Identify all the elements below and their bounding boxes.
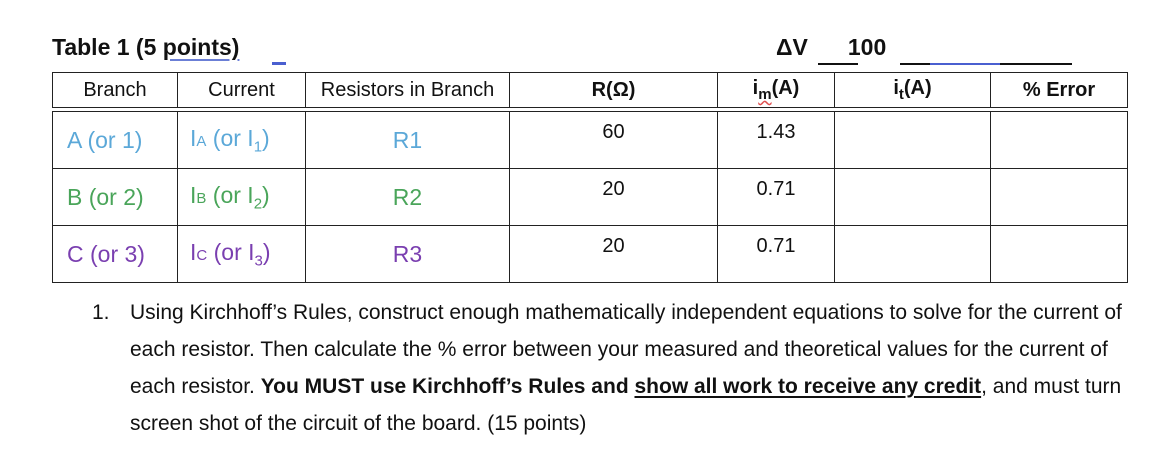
header-row [53, 73, 1128, 108]
header-branch: Branch [53, 73, 178, 108]
resistance-cell: 60 [510, 112, 718, 169]
measured-current-cell: 0.71 [718, 226, 835, 283]
theoretical-current-cell[interactable] [835, 112, 991, 169]
delta-v-blank-end [1000, 63, 1072, 65]
delta-v-label: ΔV [776, 34, 808, 60]
delta-v-blank-blue [930, 63, 1000, 65]
current-cell: IA (or $I_1$) [178, 112, 306, 169]
instruction-number: 1. [92, 301, 110, 324]
current-cell: IB (or $I_2$) [178, 169, 306, 226]
percent-error-cell[interactable] [991, 226, 1128, 283]
table-row [53, 226, 1128, 283]
table-title-points: points) [162, 34, 240, 60]
resistor-cell: R2 [306, 169, 510, 226]
header-measured-current: $i_m(A)$ [718, 73, 835, 108]
results-table [52, 72, 1128, 283]
branch-cell: C (or 3) [53, 226, 178, 283]
theoretical-current-cell[interactable] [835, 169, 991, 226]
resistance-cell: 20 [510, 169, 718, 226]
percent-error-cell[interactable] [991, 169, 1128, 226]
title-underline-mark [272, 62, 286, 65]
table-row [53, 112, 1128, 169]
table-title [52, 34, 239, 61]
header-resistance: R(Ω) [510, 73, 718, 108]
theoretical-current-cell[interactable] [835, 226, 991, 283]
header-current: Current [178, 73, 306, 108]
current-cell: IC (or $I_3$) [178, 226, 306, 283]
header-theoretical-current: $i_t(A)$ [835, 73, 991, 108]
instruction-text-2: , and must turn screen shot of the circuit of the board. (15 points) [130, 375, 1122, 435]
measured-current-cell: 1.43 [718, 112, 835, 169]
instruction-bold-underline: show all work to receive any credit [634, 375, 982, 398]
header-percent-error: % Error [991, 73, 1128, 108]
resistor-cell: R1 [306, 112, 510, 169]
header-resistors: Resistors in Branch [306, 73, 510, 108]
branch-cell: A (or 1) [53, 112, 178, 169]
delta-v-blank-before [818, 63, 858, 65]
table-title-prefix: Table 1 (5 [52, 34, 163, 60]
delta-v-field [776, 34, 886, 61]
instruction-body [130, 294, 1152, 442]
delta-v-value: 100 [847, 34, 887, 60]
resistor-cell: R3 [306, 226, 510, 283]
percent-error-cell[interactable] [991, 112, 1128, 169]
delta-v-blank-after [900, 63, 930, 65]
instruction-text-1: Using Kirchhoff’s Rules, construct enough mathematically independent equations to solve for the current of each resistor. Then calculate the % error between your measured and theoretical values for the current of each resistor. [130, 301, 1122, 398]
resistance-cell: 20 [510, 226, 718, 283]
measured-current-cell: 0.71 [718, 169, 835, 226]
branch-cell: B (or 2) [53, 169, 178, 226]
instructions-paragraph [92, 294, 1152, 442]
instruction-bold-1: You MUST use Kirchhoff’s Rules and [260, 375, 635, 398]
table-row [53, 169, 1128, 226]
